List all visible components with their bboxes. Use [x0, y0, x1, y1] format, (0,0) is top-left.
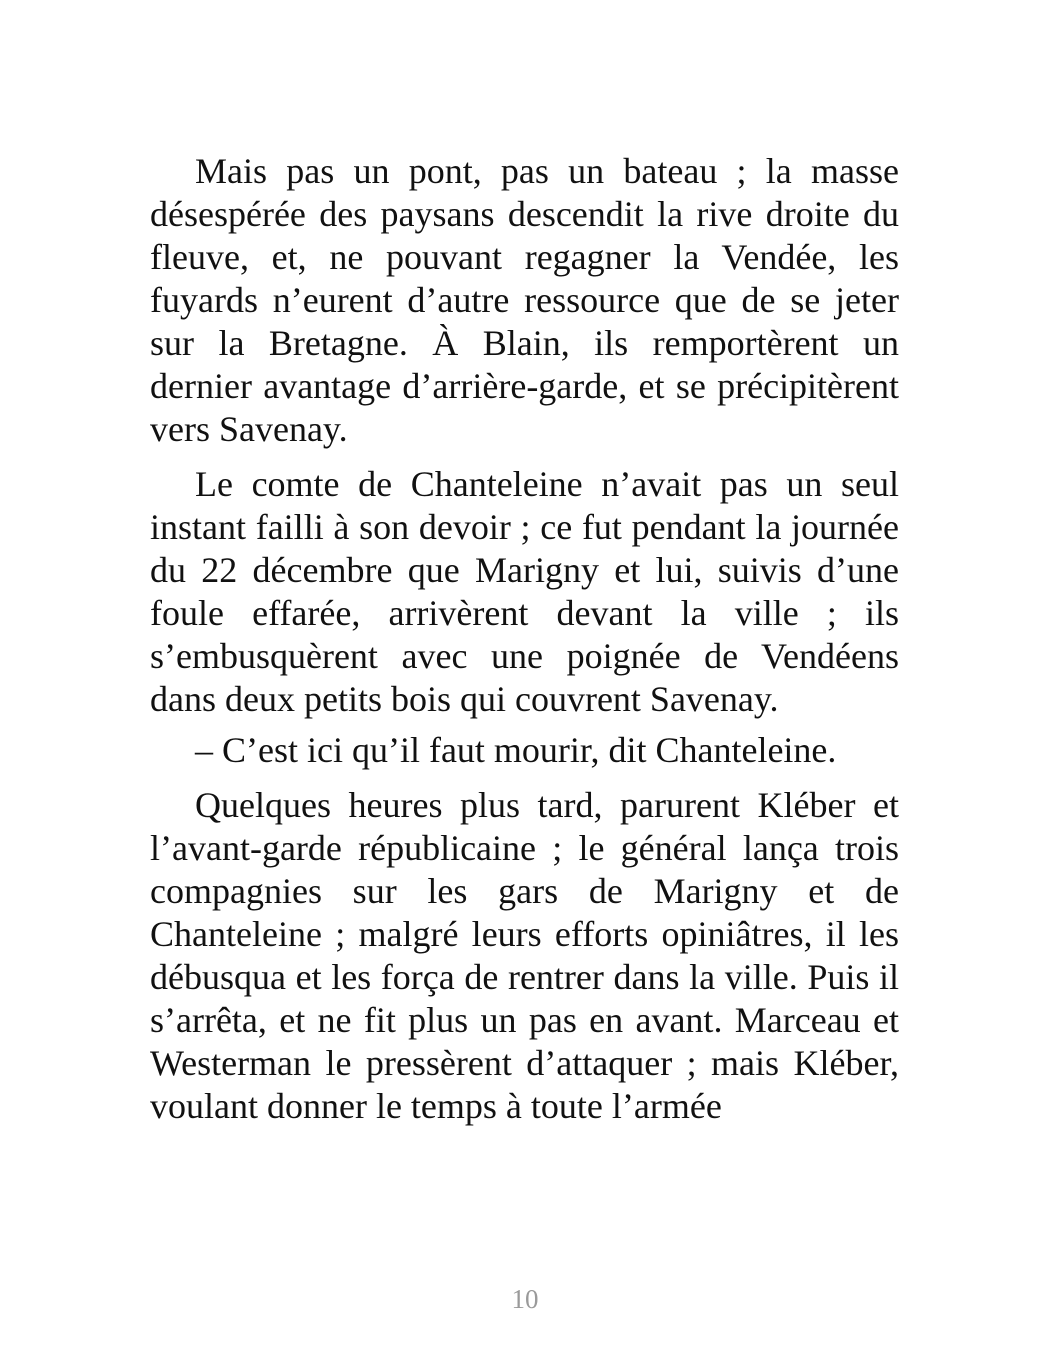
paragraph-1: Mais pas un pont, pas un bateau ; la masse désespérée des paysans descendit la rive droite du fleuve, et, ne pouvant regagner la Vendée, les fuyards n’eurent d’autre ressource que de se jeter sur la Bretagne. À Blain, ils remportèrent un dernier avantage d’arrière-garde, et se précipitèrent vers Savenay.: [150, 151, 899, 449]
paragraph-4: Quelques heures plus tard, parurent Kléber et l’avant-garde républicaine ; le général lança trois compagnies sur les gars de Marigny et de Chanteleine ; malgré leurs efforts opiniâtres, il les débusqua et les força de rentrer dans la ville. Puis il s’arrêta, et ne fit plus un pas en avant. Marceau et Westerman le pressèrent d’attaquer ; mais Kléber, voulant donner le temps à toute l’armée: [150, 785, 899, 1126]
page-number: 10: [511, 1284, 539, 1314]
page-text: [150, 150, 899, 1128]
paragraph-dialogue: – C’est ici qu’il faut mourir, dit Chanteleine.: [195, 730, 837, 770]
paragraph-2: Le comte de Chanteleine n’avait pas un seul instant failli à son devoir ; ce fut pendant la journée du 22 décembre que Marigny et lui, suivis d’une foule effarée, arrivèrent devant la ville ; ils s’embusquèrent avec une poignée de Vendéens dans deux petits bois qui couvrent Savenay.: [150, 464, 899, 719]
